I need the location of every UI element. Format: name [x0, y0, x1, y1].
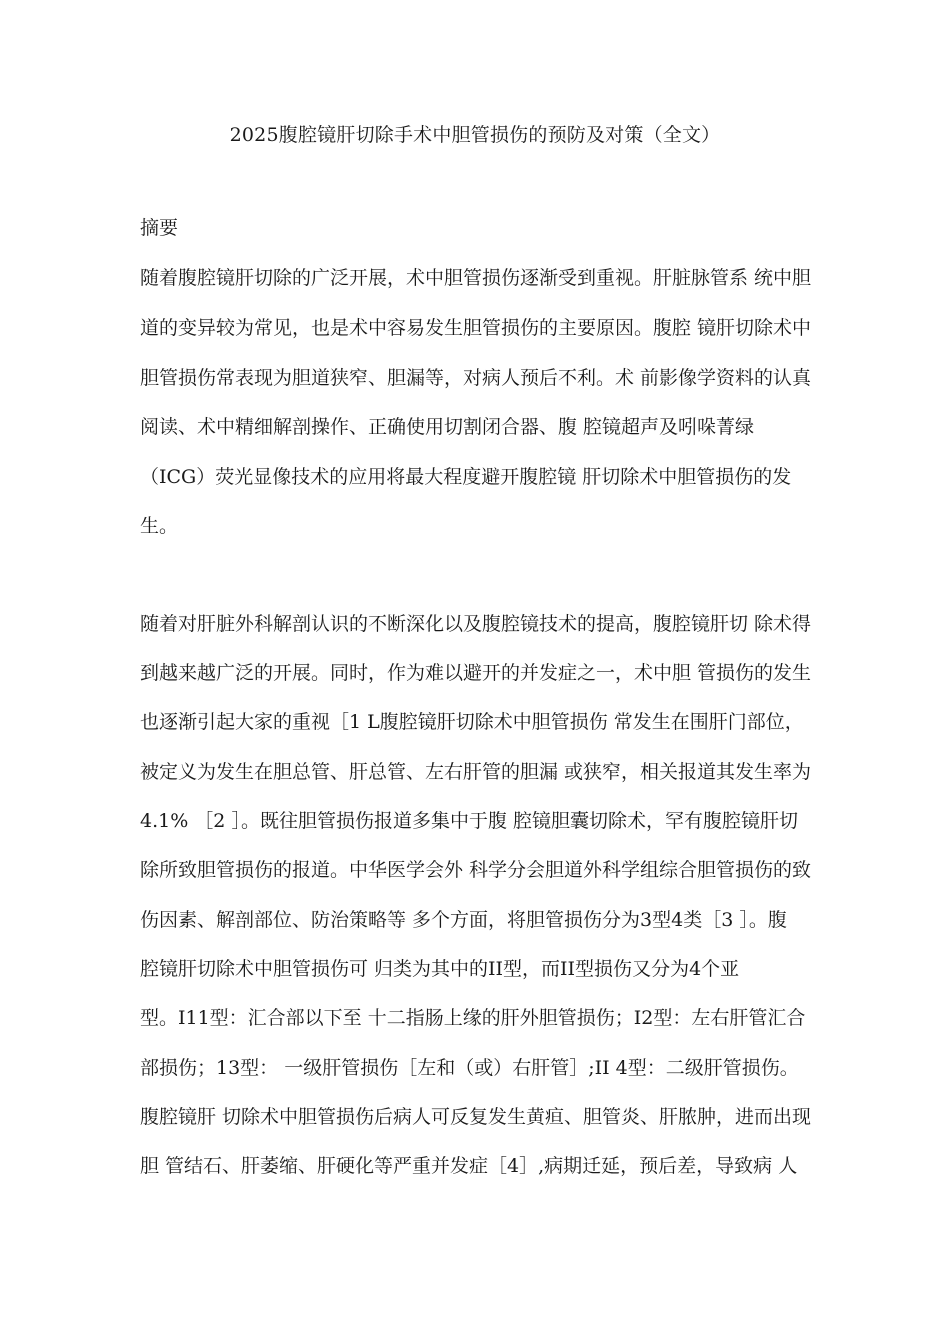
body-line: 到越来越广泛的开展。同时，作为难以避开的并发症之一，术中胆 管损伤的发生	[140, 662, 812, 684]
document-title: 2025腹腔镜肝切除手术中胆管损伤的预防及对策（全文）	[229, 124, 721, 146]
abstract-line: 生。	[140, 515, 179, 537]
body-line: 除所致胆管损伤的报道。中华医学会外 科学分会胆道外科学组综合胆管损伤的致	[140, 859, 812, 881]
body-line: 型。I11型：汇合部以下至 十二指肠上缘的肝外胆管损伤；I2型：左右肝管汇合	[140, 1007, 806, 1029]
abstract-line: 道的变异较为常见，也是术中容易发生胆管损伤的主要原因。腹腔 镜肝切除术中	[140, 317, 812, 339]
body-line: 部损伤；13型： 一级肝管损伤［左和（或）右肝管］;II 4型：二级肝管损伤。	[140, 1057, 799, 1079]
body-line: 随着对肝脏外科解剖认识的不断深化以及腹腔镜技术的提高，腹腔镜肝切 除术得	[140, 613, 812, 635]
body-line: 也逐渐引起大家的重视［1 L腹腔镜肝切除术中胆管损伤 常发生在围肝门部位，	[140, 711, 804, 733]
abstract-line: 随着腹腔镜肝切除的广泛开展，术中胆管损伤逐渐受到重视。肝脏脉管系 统中胆	[140, 267, 812, 289]
abstract-line: 阅读、术中精细解剖操作、正确使用切割闭合器、腹 腔镜超声及吲哚菁绿	[140, 416, 755, 438]
body-line: 胆 管结石、肝萎缩、肝硬化等严重并发症［4］,病期迁延，预后差，导致病 人	[140, 1155, 798, 1177]
body-line: 被定义为发生在胆总管、肝总管、左右肝管的胆漏 或狭窄，相关报道其发生率为	[140, 761, 812, 783]
abstract-line: （ICG）荧光显像技术的应用将最大程度避开腹腔镜 肝切除术中胆管损伤的发	[140, 466, 792, 488]
abstract-heading: 摘要	[140, 217, 179, 239]
body-line: 腔镜肝切除术中胆管损伤可 归类为其中的II型，而II型损伤又分为4个亚	[140, 958, 740, 980]
body-line: 4.1% ［2 ］。既往胆管损伤报道多集中于腹 腔镜胆囊切除术，罕有腹腔镜肝切	[140, 810, 798, 832]
abstract-line: 胆管损伤常表现为胆道狭窄、胆漏等，对病人预后不利。术 前影像学资料的认真	[140, 367, 812, 389]
body-line: 腹腔镜肝 切除术中胆管损伤后病人可反复发生黄疸、胆管炎、肝脓肿，进而出现	[140, 1106, 812, 1128]
body-line: 伤因素、解剖部位、防治策略等 多个方面，将胆管损伤分为3型4类［3 ］。腹	[140, 909, 787, 931]
